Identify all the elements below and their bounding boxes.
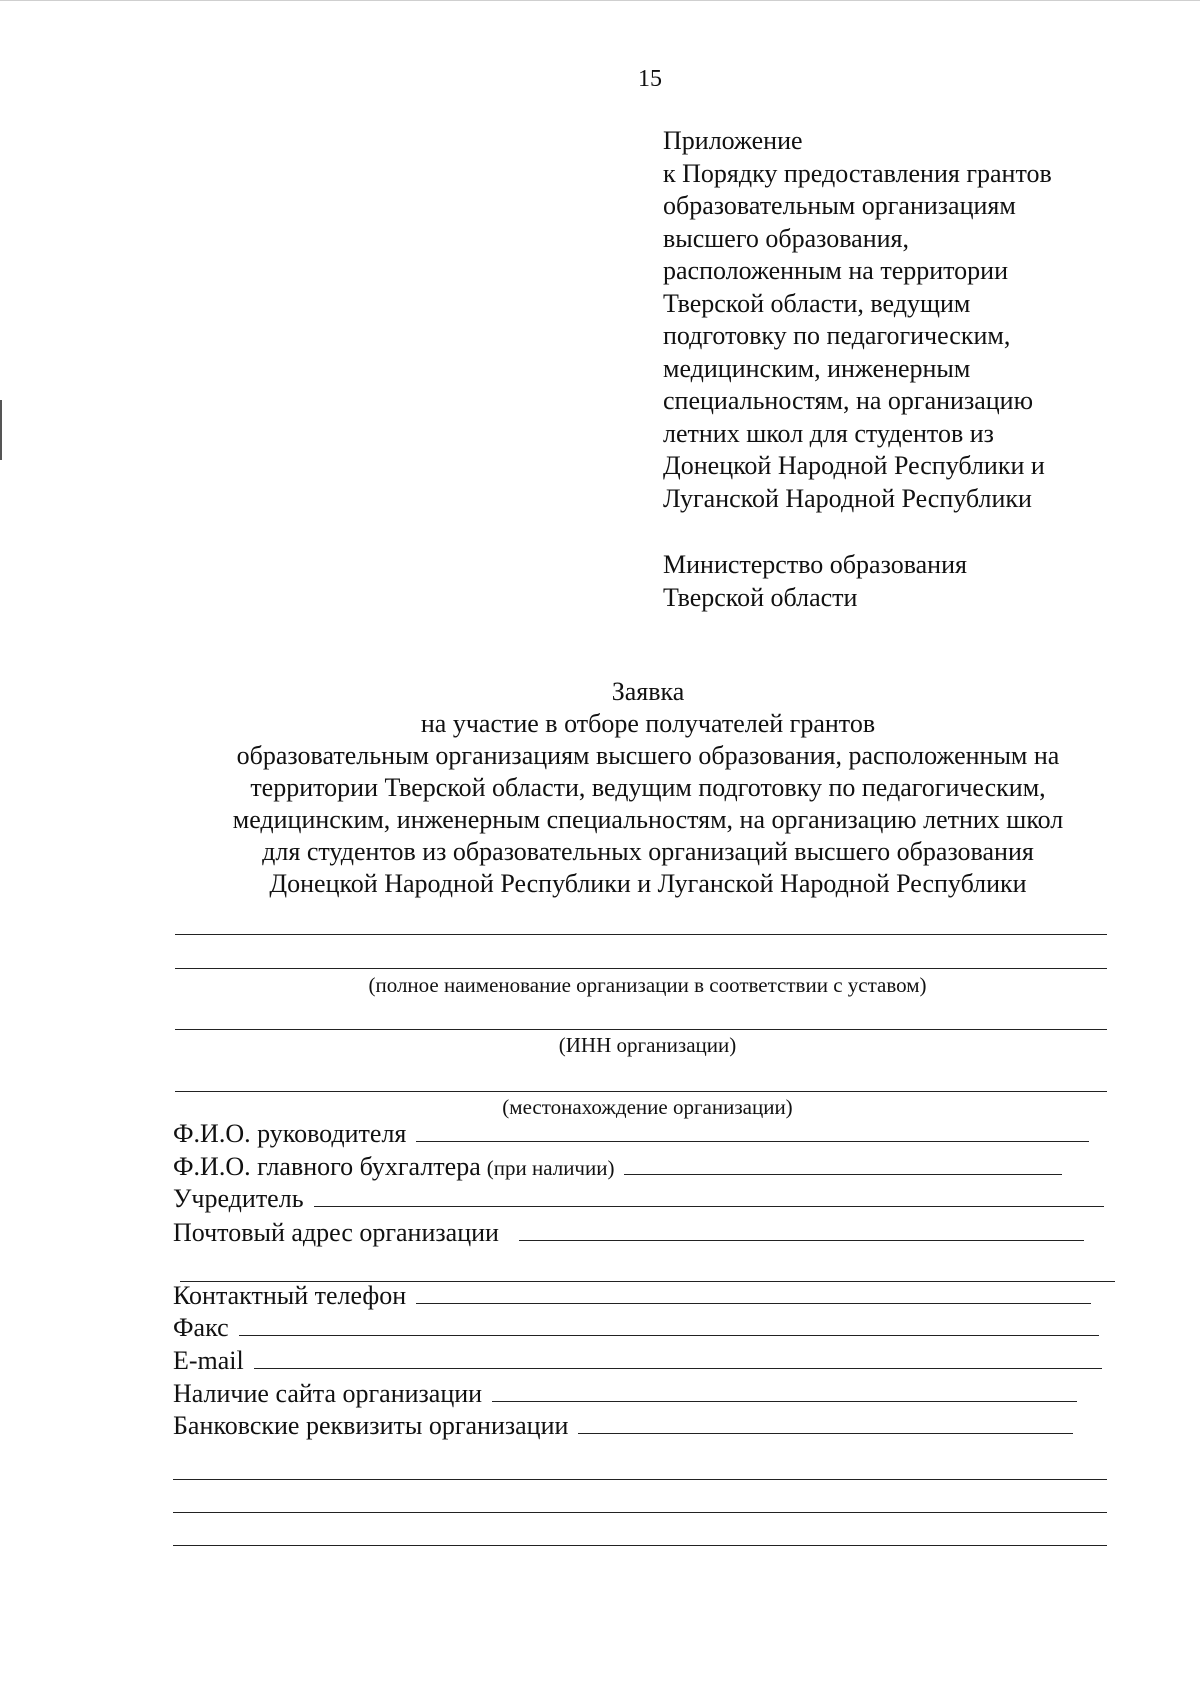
appendix-line: Приложение [663, 126, 803, 155]
application-title [150, 676, 1146, 900]
title-line: медицинским, инженерным специальностям, на организацию летних школ [232, 805, 1064, 834]
appendix-line: образовательным организациям [663, 191, 1016, 220]
addressee-line: Тверской области [663, 582, 858, 612]
accountant-field [173, 1152, 1062, 1182]
org-name-line[interactable] [175, 968, 1107, 969]
phone-label: Контактный телефон [173, 1281, 407, 1310]
director-input-line[interactable] [416, 1140, 1089, 1142]
appendix-line: Тверской области, ведущим [663, 288, 971, 318]
director-field [173, 1119, 1089, 1149]
website-label: Наличие сайта организации [173, 1379, 483, 1408]
fax-label: Факс [173, 1313, 229, 1342]
org-name-line[interactable] [175, 934, 1107, 935]
appendix-line: подготовку по педагогическим, [663, 321, 1011, 350]
website-input-line[interactable] [492, 1400, 1077, 1402]
inn-caption: (ИНН организации) [558, 1033, 737, 1057]
email-field [173, 1346, 1102, 1376]
title-line: образовательным организациям высшего образования, расположенным на [236, 741, 1060, 770]
founder-input-line[interactable] [314, 1205, 1104, 1207]
inn-line[interactable] [175, 1029, 1107, 1030]
location-line[interactable] [175, 1091, 1107, 1092]
title-line: для студентов из образовательных организаций высшего образования [262, 837, 1034, 866]
postal-address-input-line[interactable] [519, 1239, 1084, 1241]
appendix-line: специальностям, на организацию [663, 386, 1034, 415]
fax-field [173, 1313, 1099, 1343]
appendix-line: расположенным на территории [663, 256, 1009, 285]
founder-label: Учредитель [173, 1184, 304, 1213]
page-number: 15 [638, 66, 662, 92]
founder-field [173, 1184, 1104, 1214]
bank-details-field [173, 1411, 1073, 1441]
title-line: Донецкой Народной Республики и Луганской Народной Республики [269, 869, 1027, 898]
bank-details-line-2[interactable] [173, 1479, 1107, 1480]
location-caption: (местонахождение организации) [502, 1095, 793, 1119]
bank-details-input-line[interactable] [578, 1432, 1073, 1434]
appendix-line: летних школ для студентов из [663, 418, 994, 448]
phone-field [173, 1281, 1091, 1311]
email-input-line[interactable] [254, 1367, 1102, 1369]
scan-left-edge-mark [0, 400, 2, 460]
postal-address-label: Почтовый адрес организации [173, 1218, 499, 1247]
scan-top-edge [0, 0, 1200, 1]
appendix-line: Донецкой Народной Республики и [663, 451, 1045, 480]
website-field [173, 1379, 1077, 1409]
postal-address-field [173, 1218, 1084, 1248]
phone-input-line[interactable] [416, 1302, 1091, 1304]
title-line: на участие в отборе получателей грантов [420, 709, 876, 738]
director-label: Ф.И.О. руководителя [173, 1119, 407, 1148]
appendix-line: Луганской Народной Республики [663, 483, 1032, 513]
bank-details-label: Банковские реквизиты организации [173, 1411, 569, 1440]
accountant-note: (при наличии) [486, 1156, 615, 1180]
appendix-line: к Порядку предоставления грантов [663, 158, 1052, 188]
bank-details-line-4[interactable] [173, 1545, 1107, 1546]
bank-details-line-3[interactable] [173, 1512, 1107, 1513]
addressee-block [663, 549, 967, 614]
appendix-line: медицинским, инженерным [663, 353, 971, 383]
accountant-input-line[interactable] [624, 1173, 1062, 1175]
addressee-line: Министерство образования [663, 550, 967, 579]
org-name-caption: (полное наименование организации в соответствии с уставом) [368, 973, 927, 997]
fax-input-line[interactable] [239, 1334, 1099, 1336]
title-line: территории Тверской области, ведущим подготовку по педагогическим, [250, 773, 1046, 802]
email-label: E-mail [173, 1346, 244, 1375]
title-heading: Заявка [611, 677, 685, 706]
appendix-block [663, 125, 1052, 515]
accountant-label: Ф.И.О. главного бухгалтера [173, 1152, 481, 1181]
appendix-line: высшего образования, [663, 223, 910, 253]
